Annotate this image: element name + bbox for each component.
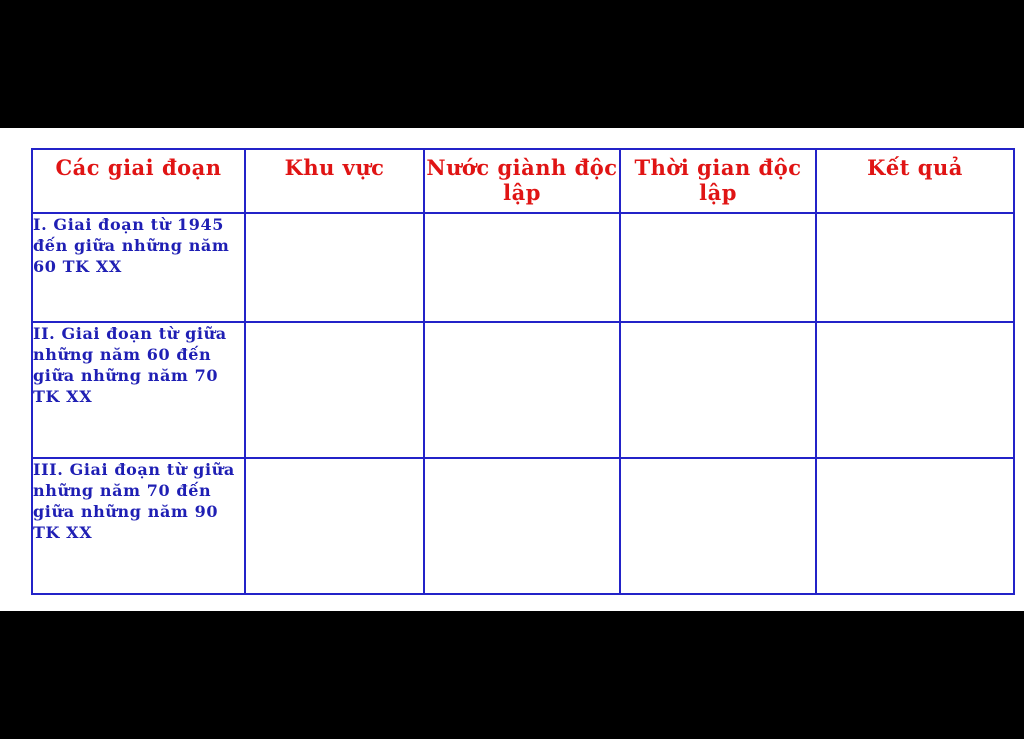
independence-time-cell[interactable]: [620, 213, 816, 322]
slide: [0, 128, 1024, 611]
header-stages: Các giai đoạn: [32, 149, 245, 213]
header-independence-time: Thời gian độc lập: [620, 149, 816, 213]
header-row: [32, 149, 1014, 213]
region-cell[interactable]: [245, 322, 424, 457]
stage-cell: II. Giai đoạn từ giữa những năm 60 đến giữa những năm 70 TK XX: [32, 322, 245, 457]
header-result: Kết quả: [816, 149, 1014, 213]
countries-cell[interactable]: [424, 458, 620, 594]
region-cell[interactable]: [245, 213, 424, 322]
stages-table: [31, 148, 1015, 595]
stage-cell: III. Giai đoạn từ giữa những năm 70 đến giữa những năm 90 TK XX: [32, 458, 245, 594]
result-cell[interactable]: [816, 322, 1014, 457]
table-row: [32, 322, 1014, 457]
independence-time-cell[interactable]: [620, 458, 816, 594]
header-region: Khu vực: [245, 149, 424, 213]
result-cell[interactable]: [816, 213, 1014, 322]
letterbox-bottom: [0, 611, 1024, 739]
independence-time-cell[interactable]: [620, 322, 816, 457]
region-cell[interactable]: [245, 458, 424, 594]
stage-cell: I. Giai đoạn từ 1945 đến giữa những năm 60 TK XX: [32, 213, 245, 322]
countries-cell[interactable]: [424, 322, 620, 457]
header-countries: Nước giành độc lập: [424, 149, 620, 213]
table-row: [32, 458, 1014, 594]
letterbox-top: [0, 0, 1024, 128]
result-cell[interactable]: [816, 458, 1014, 594]
countries-cell[interactable]: [424, 213, 620, 322]
table-row: [32, 213, 1014, 322]
